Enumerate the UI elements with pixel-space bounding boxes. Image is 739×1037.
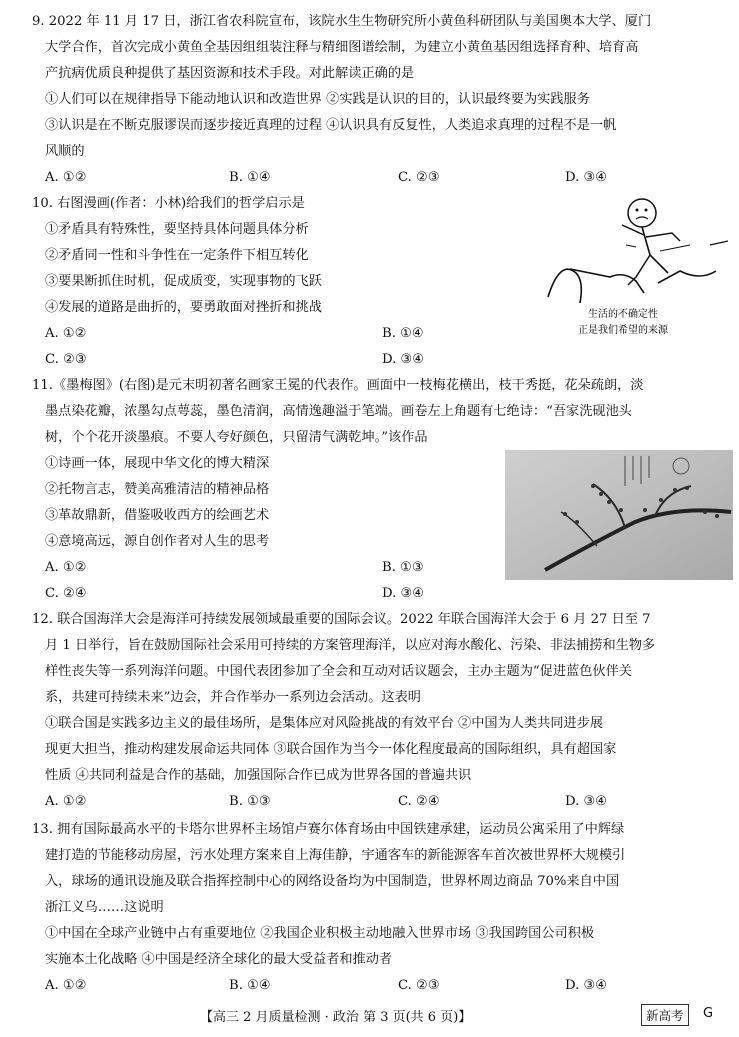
q10-option-c: C. ②③ (45, 352, 87, 367)
q11-line: ①诗画一体，展现中华文化的博大精深 (45, 456, 270, 471)
q9-option-a: A. ①② (45, 170, 87, 185)
q12-line: 系，共建可持续未来”边会，并合作举办一系列边会活动。这表明 (45, 690, 421, 705)
cartoon-caption-line: 正是我们希望的来源 (578, 325, 668, 336)
q11-line: 树，个个花开淡墨痕。不要人夸好颜色，只留清气满乾坤。”该作品 (45, 430, 428, 445)
q12-option-c: C. ②④ (398, 794, 440, 809)
q11-line: ④意境高远，源自创作者对人生的思考 (45, 534, 270, 549)
q13-line: 13. 拥有国际最高水平的卡塔尔世界杯主场馆卢赛尔体育场由中国铁建承建，运动员公寓采用了中辉绿 (32, 822, 625, 837)
cartoon-drawing (540, 185, 730, 350)
q13-line: ①中国在全球产业链中占有重要地位 ②我国企业积极主动地融入世界市场 ③我国跨国公司积极 (45, 926, 595, 941)
q13-option-b: B. ①④ (229, 978, 271, 993)
q12-option-b: B. ①③ (229, 794, 271, 809)
q10-line: ①矛盾具有特殊性，要坚持具体问题具体分析 (45, 222, 309, 237)
q13-option-c: C. ②③ (398, 978, 440, 993)
q9-line: 风顺的 (45, 144, 85, 159)
q12-line: 性质 ④共同利益是合作的基础，加强国际合作已成为世界各国的普遍共识 (45, 768, 472, 783)
painting-image (505, 450, 733, 580)
q12-option-a: A. ①② (45, 794, 87, 809)
q12-line: 12. 联合国海洋大会是海洋可持续发展领域最重要的国际会议。2022 年联合国海洋大会于 6 月 27 日至 7 (32, 612, 651, 627)
q10-line: ③要果断抓住时机，促成质变，实现事物的飞跃 (45, 274, 322, 289)
footer-text: 【高三 2 月质量检测 · 政治 第 3 页(共 6 页)】 (200, 1010, 472, 1025)
q9-option-c: C. ②③ (398, 170, 440, 185)
q11-line: ③革故鼎新，借鉴吸收西方的绘画艺术 (45, 508, 270, 523)
edition-badge: 新高考 (641, 1004, 689, 1026)
q12-line: 月 1 日举行，旨在鼓励国际社会采用可持续的方案管理海洋，以应对海水酸化、污染、非法捕捞和生物多 (45, 638, 656, 653)
q12-option-d: D. ③④ (565, 794, 608, 809)
q11-line: 墨点染花瓣，浓墨勾点萼蕊，墨色清润，高情逸趣溢于笔端。画卷左上角题有七绝诗：“吾家洗砚池头 (45, 404, 632, 419)
q12-line: 现更大担当，推动构建发展命运共同体 ③联合国作为当今一体化程度最高的国际组织，具有超国家 (45, 742, 617, 757)
q13-line: 浙江义乌……这说明 (45, 900, 164, 915)
q13-option-a: A. ①② (45, 978, 87, 993)
q11-option-b: B. ①③ (382, 560, 424, 575)
q13-line: 建打造的节能移动房屋，污水处理方案来自上海佳静，宇通客车的新能源客车首次被世界杯大规模引 (45, 848, 626, 863)
q9-option-b: B. ①④ (229, 170, 271, 185)
q11-option-c: C. ②④ (45, 586, 87, 601)
version-mark: G (703, 1006, 714, 1021)
cartoon-caption-line: 生活的不确定性 (588, 309, 658, 320)
plum-blossom-painting (505, 450, 733, 580)
q9-line: 产抗病优质良种提供了基因资源和技术手段。对此解读正确的是 (45, 66, 415, 81)
q9-line: 大学合作，首次完成小黄鱼全基因组组装注释与精细图谱绘制，为建立小黄鱼基因组选择育种、培育高 (45, 40, 639, 55)
q10-line: ④发展的道路是曲折的，要勇敢面对挫折和挑战 (45, 300, 322, 315)
q11-line: 11.《墨梅图》(右图)是元末明初著名画家王冕的代表作。画面中一枝梅花横出，枝干秀挺，花朵疏朗，淡 (32, 378, 644, 393)
q12-line: 样性丧失等一系列海洋问题。中国代表团参加了全会和互动对话议题会，主办主题为“促进蓝色伙伴关 (45, 664, 632, 679)
q12-line: ①联合国是实践多边主义的最佳场所，是集体应对风险挑战的有效平台 ②中国为人类共同进步展 (45, 716, 604, 731)
cartoon-illustration (540, 185, 730, 350)
q9-option-d: D. ③④ (565, 170, 608, 185)
q9-line: ①人们可以在规律指导下能动地认识和改造世界 ②实践是认识的目的，认识最终要为实践服务 (45, 92, 590, 107)
q10-line: 10. 右图漫画(作者：小林)给我们的哲学启示是 (32, 196, 305, 211)
q10-line: ②矛盾同一性和斗争性在一定条件下相互转化 (45, 248, 309, 263)
q11-line: ②托物言志，赞美高雅清洁的精神品格 (45, 482, 270, 497)
q13-line: 实施本土化战略 ④中国是经济全球化的最大受益者和推动者 (45, 952, 393, 967)
q13-option-d: D. ③④ (565, 978, 608, 993)
q11-option-a: A. ①② (45, 560, 87, 575)
q11-option-d: D. ③④ (382, 586, 425, 601)
q10-option-a: A. ①② (45, 326, 87, 341)
q9-line: ③认识是在不断克服谬误而逐步接近真理的过程 ④认识具有反复性，人类追求真理的过程不是一帆 (45, 118, 617, 133)
q10-option-d: D. ③④ (382, 352, 425, 367)
q9-line: 9. 2022 年 11 月 17 日，浙江省农科院宣布，该院水生生物研究所小黄鱼科研团队与美国奥本大学、厦门 (32, 14, 652, 29)
q10-option-b: B. ①④ (382, 326, 424, 341)
q13-line: 入，球场的通讯设施及联合指挥控制中心的网络设备均为中国制造，世界杯周边商品 70%来自中国 (45, 874, 620, 889)
